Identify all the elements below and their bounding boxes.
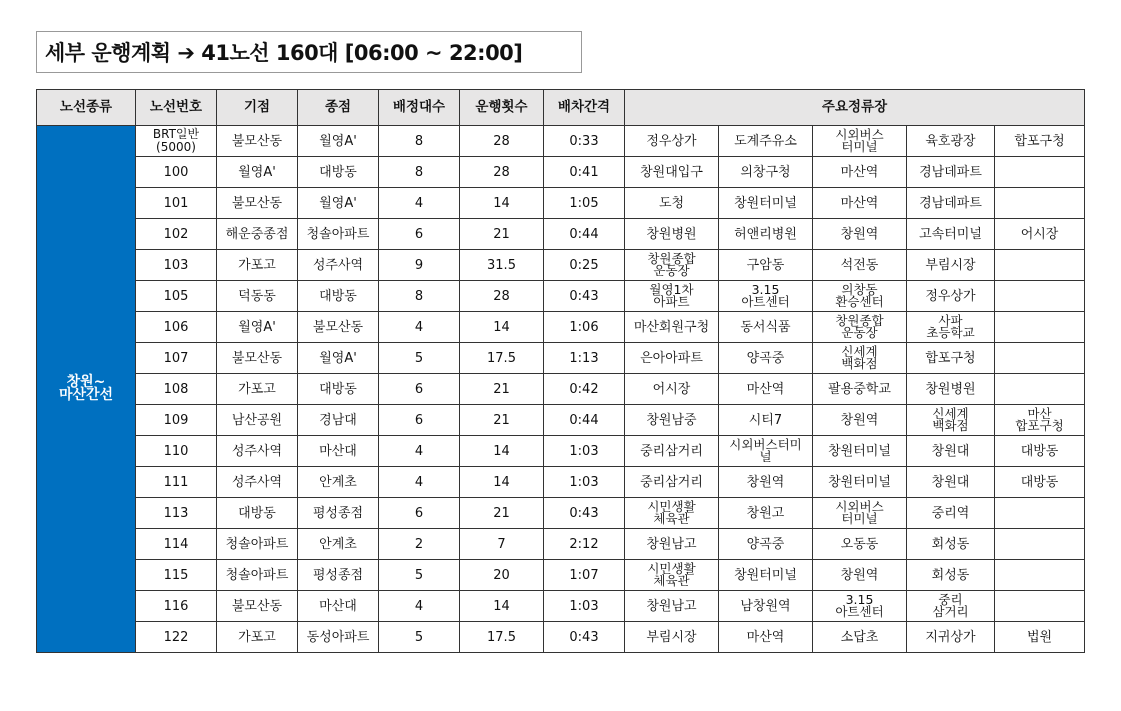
- route-number-cell: 122: [136, 622, 217, 653]
- table-row: [37, 529, 1085, 560]
- stop-name: 시외버스 터미널: [835, 127, 884, 154]
- stop-cell: 고속터미널: [907, 219, 995, 250]
- table-row: [37, 374, 1085, 405]
- stop-cell: 정우상가: [625, 126, 719, 157]
- interval-cell: 0:42: [544, 374, 625, 405]
- interval-cell: 1:03: [544, 436, 625, 467]
- end-point-cell: 성주사역: [298, 250, 379, 281]
- start-point-cell: 성주사역: [217, 467, 298, 498]
- stop-cell: [813, 126, 907, 157]
- start-point-cell: 가포고: [217, 622, 298, 653]
- trips-cell: 14: [460, 436, 544, 467]
- stop-cell: [907, 591, 995, 622]
- stop-cell: 창원대: [907, 436, 995, 467]
- stop-cell: 중리역: [907, 498, 995, 529]
- trips-cell: 17.5: [460, 622, 544, 653]
- header-interval: 배차간격: [544, 90, 625, 126]
- buses-cell: 6: [379, 405, 460, 436]
- trips-cell: 14: [460, 312, 544, 343]
- stop-cell: 창원역: [719, 467, 813, 498]
- stop-cell: 창원터미널: [719, 560, 813, 591]
- interval-cell: 0:41: [544, 157, 625, 188]
- end-point-cell: 동성아파트: [298, 622, 379, 653]
- stop-cell: 합포구청: [995, 126, 1085, 157]
- stop-cell: 마산역: [719, 622, 813, 653]
- stop-cell: [995, 591, 1085, 622]
- interval-cell: 0:43: [544, 498, 625, 529]
- stop-cell: [995, 560, 1085, 591]
- table-header-row: [37, 90, 1085, 126]
- stop-cell: 창원역: [813, 560, 907, 591]
- route-number-cell: 102: [136, 219, 217, 250]
- stop-cell: 소답초: [813, 622, 907, 653]
- route-number-cell: 103: [136, 250, 217, 281]
- stop-cell: 도계주유소: [719, 126, 813, 157]
- stop-cell: [995, 374, 1085, 405]
- stop-cell: 창원남고: [625, 591, 719, 622]
- table-row: [37, 436, 1085, 467]
- stop-cell: 회성동: [907, 529, 995, 560]
- stop-cell: 마산역: [813, 157, 907, 188]
- buses-cell: 4: [379, 591, 460, 622]
- table-row: [37, 126, 1085, 157]
- route-number-cell: 116: [136, 591, 217, 622]
- buses-cell: 8: [379, 281, 460, 312]
- buses-cell: 4: [379, 188, 460, 219]
- stop-cell: 창원고: [719, 498, 813, 529]
- buses-cell: 2: [379, 529, 460, 560]
- stop-cell: [719, 281, 813, 312]
- trips-cell: 14: [460, 188, 544, 219]
- end-point-cell: 마산대: [298, 436, 379, 467]
- stop-cell: 지귀상가: [907, 622, 995, 653]
- stop-name: 3.15 아트센터: [741, 282, 790, 309]
- end-point-cell: 대방동: [298, 374, 379, 405]
- trips-cell: 21: [460, 498, 544, 529]
- stop-cell: 양곡중: [719, 343, 813, 374]
- stop-cell: 합포구청: [907, 343, 995, 374]
- stop-cell: [995, 405, 1085, 436]
- stop-cell: 어시장: [625, 374, 719, 405]
- table-row: [37, 560, 1085, 591]
- route-number-cell: 105: [136, 281, 217, 312]
- end-point-cell: 안계초: [298, 529, 379, 560]
- table-row: [37, 343, 1085, 374]
- buses-cell: 5: [379, 343, 460, 374]
- stop-cell: 창원병원: [625, 219, 719, 250]
- start-point-cell: 가포고: [217, 374, 298, 405]
- start-point-cell: 대방동: [217, 498, 298, 529]
- stop-cell: [813, 281, 907, 312]
- stop-name: 마산 합포구청: [1015, 406, 1064, 433]
- table-row: [37, 405, 1085, 436]
- end-point-cell: 월영A': [298, 126, 379, 157]
- stop-cell: 도청: [625, 188, 719, 219]
- start-point-cell: 불모산동: [217, 188, 298, 219]
- page-title: 세부 운행계획 ➔ 41노선 160대 [06:00 ~ 22:00]: [36, 31, 582, 73]
- end-point-cell: 청솔아파트: [298, 219, 379, 250]
- stop-cell: [625, 281, 719, 312]
- interval-cell: 1:13: [544, 343, 625, 374]
- stop-name: 의창동 환승센터: [835, 282, 884, 309]
- buses-cell: 4: [379, 312, 460, 343]
- stop-cell: 창원역: [813, 405, 907, 436]
- stop-cell: 대방동: [995, 436, 1085, 467]
- stop-cell: [995, 312, 1085, 343]
- stop-cell: 창원터미널: [813, 467, 907, 498]
- buses-cell: 6: [379, 374, 460, 405]
- stop-cell: 창원터미널: [719, 188, 813, 219]
- stop-cell: [813, 591, 907, 622]
- stop-cell: 창원병원: [907, 374, 995, 405]
- stop-name: 사파 초등학교: [926, 313, 975, 340]
- route-number-cell: 101: [136, 188, 217, 219]
- header-end-point: 종점: [298, 90, 379, 126]
- route-number-cell: 108: [136, 374, 217, 405]
- stop-cell: 시티7: [719, 405, 813, 436]
- interval-cell: 2:12: [544, 529, 625, 560]
- stop-cell: [625, 250, 719, 281]
- route-number-cell: 110: [136, 436, 217, 467]
- stop-cell: 경남데파트: [907, 188, 995, 219]
- start-point-cell: 해운중종점: [217, 219, 298, 250]
- buses-cell: 6: [379, 219, 460, 250]
- table-row: [37, 250, 1085, 281]
- start-point-cell: 가포고: [217, 250, 298, 281]
- buses-cell: 4: [379, 467, 460, 498]
- stop-cell: 창원대: [907, 467, 995, 498]
- start-point-cell: 불모산동: [217, 591, 298, 622]
- interval-cell: 0:44: [544, 219, 625, 250]
- route-number-cell: 113: [136, 498, 217, 529]
- table-row: [37, 188, 1085, 219]
- buses-cell: 9: [379, 250, 460, 281]
- header-buses: 배정대수: [379, 90, 460, 126]
- trips-cell: 14: [460, 591, 544, 622]
- stop-name: 3.15 아트센터: [835, 592, 884, 619]
- interval-cell: 1:07: [544, 560, 625, 591]
- end-point-cell: 월영A': [298, 343, 379, 374]
- stop-cell: 석전동: [813, 250, 907, 281]
- end-point-cell: 경남대: [298, 405, 379, 436]
- stop-cell: [719, 436, 813, 467]
- start-point-cell: 남산공원: [217, 405, 298, 436]
- stop-cell: [995, 250, 1085, 281]
- stop-cell: 은아아파트: [625, 343, 719, 374]
- stop-cell: 양곡중: [719, 529, 813, 560]
- stop-cell: 정우상가: [907, 281, 995, 312]
- stop-cell: 어시장: [995, 219, 1085, 250]
- stop-cell: 동서식품: [719, 312, 813, 343]
- route-type-cell: 창원~ 마산간선: [37, 126, 136, 653]
- stop-cell: 부림시장: [625, 622, 719, 653]
- start-point-cell: 월영A': [217, 312, 298, 343]
- trips-cell: 17.5: [460, 343, 544, 374]
- route-number-cell: 111: [136, 467, 217, 498]
- stop-name: 중리 삼거리: [932, 592, 969, 619]
- stop-cell: [813, 343, 907, 374]
- end-point-cell: 평성종점: [298, 498, 379, 529]
- buses-cell: 4: [379, 436, 460, 467]
- stop-cell: 마산회원구청: [625, 312, 719, 343]
- stop-cell: [907, 405, 995, 436]
- end-point-cell: 대방동: [298, 157, 379, 188]
- stop-cell: [995, 188, 1085, 219]
- stop-cell: 회성동: [907, 560, 995, 591]
- start-point-cell: 불모산동: [217, 126, 298, 157]
- stop-name: 시민생활 체육관: [647, 561, 696, 588]
- start-point-cell: 성주사역: [217, 436, 298, 467]
- stop-cell: 경남데파트: [907, 157, 995, 188]
- interval-cell: 0:25: [544, 250, 625, 281]
- stop-cell: [625, 498, 719, 529]
- route-number-cell: 114: [136, 529, 217, 560]
- stop-cell: [995, 529, 1085, 560]
- stop-cell: 마산역: [719, 374, 813, 405]
- route-schedule-table: [36, 89, 1085, 653]
- table-row: [37, 219, 1085, 250]
- stop-name: 신세계 백화점: [841, 344, 878, 371]
- stop-cell: 창원남중: [625, 405, 719, 436]
- buses-cell: 5: [379, 622, 460, 653]
- buses-cell: 5: [379, 560, 460, 591]
- header-route-type: 노선종류: [37, 90, 136, 126]
- header-start-point: 기점: [217, 90, 298, 126]
- trips-cell: 21: [460, 405, 544, 436]
- stop-name: 시외버스 터미널: [835, 499, 884, 526]
- stop-cell: 법원: [995, 622, 1085, 653]
- start-point-cell: 불모산동: [217, 343, 298, 374]
- stop-cell: 창원남고: [625, 529, 719, 560]
- interval-cell: 0:43: [544, 281, 625, 312]
- header-main-stops: 주요정류장: [625, 90, 1085, 126]
- stop-cell: [813, 498, 907, 529]
- buses-cell: 8: [379, 126, 460, 157]
- route-number-cell: 100: [136, 157, 217, 188]
- stop-name: 시민생활 체육관: [647, 499, 696, 526]
- end-point-cell: 불모산동: [298, 312, 379, 343]
- end-point-cell: 평성종점: [298, 560, 379, 591]
- stop-cell: 중리삼거리: [625, 436, 719, 467]
- table-row: [37, 157, 1085, 188]
- stop-cell: 창원대입구: [625, 157, 719, 188]
- stop-cell: [995, 157, 1085, 188]
- trips-cell: 14: [460, 467, 544, 498]
- stop-cell: [995, 343, 1085, 374]
- stop-cell: 육호광장: [907, 126, 995, 157]
- interval-cell: 1:03: [544, 467, 625, 498]
- stop-cell: 대방동: [995, 467, 1085, 498]
- stop-name: 창원종합 운동장: [647, 251, 696, 278]
- table-row: [37, 622, 1085, 653]
- route-number-cell: BRT일반 (5000): [136, 126, 217, 157]
- stop-name: 창원종합 운동장: [835, 313, 884, 340]
- stop-cell: 마산역: [813, 188, 907, 219]
- table-row: [37, 312, 1085, 343]
- start-point-cell: 덕동동: [217, 281, 298, 312]
- header-route-number: 노선번호: [136, 90, 217, 126]
- stop-cell: 구암동: [719, 250, 813, 281]
- stop-cell: [625, 560, 719, 591]
- stop-cell: 오동동: [813, 529, 907, 560]
- stop-cell: 창원역: [813, 219, 907, 250]
- stop-cell: 허앤리병원: [719, 219, 813, 250]
- stop-cell: 팔용중학교: [813, 374, 907, 405]
- stop-cell: 부림시장: [907, 250, 995, 281]
- trips-cell: 28: [460, 157, 544, 188]
- route-number-cell: 107: [136, 343, 217, 374]
- header-trips: 운행횟수: [460, 90, 544, 126]
- stop-name: 시외버스터미 널: [729, 437, 802, 464]
- stop-cell: 중리삼거리: [625, 467, 719, 498]
- end-point-cell: 월영A': [298, 188, 379, 219]
- end-point-cell: 대방동: [298, 281, 379, 312]
- interval-cell: 1:03: [544, 591, 625, 622]
- trips-cell: 20: [460, 560, 544, 591]
- stop-name: 월영1차 아파트: [649, 282, 694, 309]
- start-point-cell: 청솔아파트: [217, 560, 298, 591]
- route-number-cell: 106: [136, 312, 217, 343]
- end-point-cell: 안계초: [298, 467, 379, 498]
- trips-cell: 31.5: [460, 250, 544, 281]
- stop-cell: 남창원역: [719, 591, 813, 622]
- buses-cell: 6: [379, 498, 460, 529]
- interval-cell: 1:06: [544, 312, 625, 343]
- trips-cell: 28: [460, 126, 544, 157]
- start-point-cell: 청솔아파트: [217, 529, 298, 560]
- stop-cell: 창원터미널: [813, 436, 907, 467]
- interval-cell: 0:33: [544, 126, 625, 157]
- stop-name: 신세계 백화점: [932, 406, 969, 433]
- table-row: [37, 498, 1085, 529]
- trips-cell: 21: [460, 374, 544, 405]
- route-number-cell: 109: [136, 405, 217, 436]
- trips-cell: 21: [460, 219, 544, 250]
- table-row: [37, 591, 1085, 622]
- start-point-cell: 월영A': [217, 157, 298, 188]
- stop-cell: [907, 312, 995, 343]
- table-row: [37, 281, 1085, 312]
- stop-cell: [995, 281, 1085, 312]
- route-number-cell: 115: [136, 560, 217, 591]
- stop-cell: 의창구청: [719, 157, 813, 188]
- stop-cell: [995, 498, 1085, 529]
- interval-cell: 0:44: [544, 405, 625, 436]
- buses-cell: 8: [379, 157, 460, 188]
- stop-cell: [813, 312, 907, 343]
- trips-cell: 28: [460, 281, 544, 312]
- trips-cell: 7: [460, 529, 544, 560]
- table-row: [37, 467, 1085, 498]
- interval-cell: 0:43: [544, 622, 625, 653]
- end-point-cell: 마산대: [298, 591, 379, 622]
- interval-cell: 1:05: [544, 188, 625, 219]
